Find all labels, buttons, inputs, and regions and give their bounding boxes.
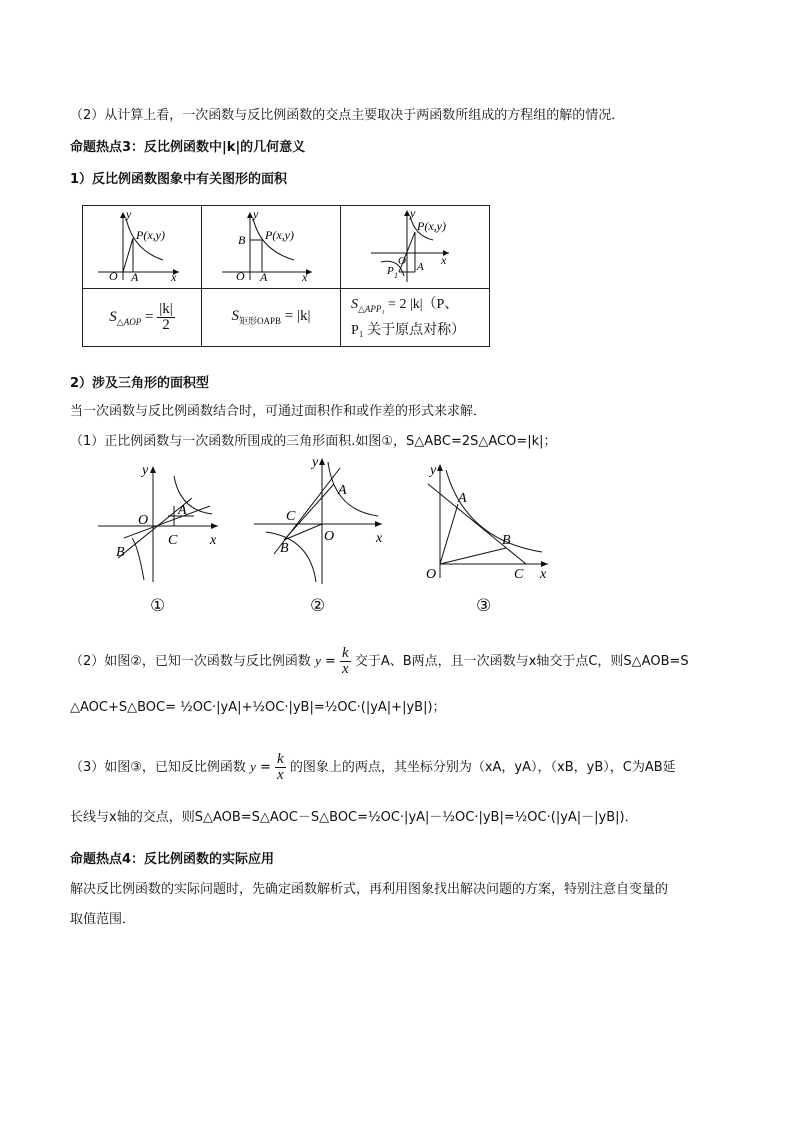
figure-1: [98, 462, 224, 592]
subheading-triangle-area: 2）涉及三角形的面积型: [70, 376, 210, 391]
paragraph-case-2: （2）如图②，已知一次函数与反比例函数 y = $\frac{k}{x}$ 交于A、B两点，且一次函数与x轴交于点C，则S△AOB=S: [70, 645, 689, 677]
svg-text:C: C: [514, 567, 524, 582]
svg-text:B: B: [238, 233, 246, 247]
svg-text:A: A: [458, 491, 467, 506]
area-table: [82, 205, 490, 347]
svg-text:P(x,y): P(x,y): [417, 219, 446, 233]
svg-text:y: y: [410, 206, 416, 220]
table-formula-rectangle: $S_{矩形OAPB} = |k|$: [202, 289, 341, 347]
svg-text:P: P: [387, 265, 394, 277]
figure-1-label: ①: [150, 596, 166, 616]
svg-text:B: B: [502, 533, 511, 548]
figure-2-label: ②: [310, 596, 326, 616]
svg-text:1: 1: [394, 271, 398, 280]
table-graph-rectangle: [202, 206, 341, 289]
svg-text:A: A: [338, 483, 347, 498]
heading-hotspot-4: 命题热点4：反比例函数的实际应用: [70, 852, 275, 867]
svg-text:y: y: [253, 207, 259, 221]
paragraph-case-3: （3）如图③，已知反比例函数 y = $\frac{k}{x}$ 的图象上的两点，其坐标分别为（xA，yA），（xB，yB），C为AB延: [70, 751, 676, 783]
svg-text:y: y: [312, 455, 319, 470]
paragraph-application: 解决反比例函数的实际问题时，先确定函数解析式，再利用图象找出解决问题的方案，特别注意自变量的: [70, 882, 669, 897]
svg-text:A: A: [260, 270, 268, 284]
svg-text:y: y: [142, 463, 149, 478]
subheading-areas: 1）反比例函数图象中有关图形的面积: [70, 172, 288, 187]
svg-text:C: C: [286, 509, 296, 524]
figure-3: [422, 460, 552, 588]
table-graph-symmetric: [341, 206, 490, 289]
svg-text:O: O: [324, 529, 335, 544]
svg-text:A: A: [178, 503, 187, 518]
svg-text:O: O: [426, 567, 437, 582]
svg-text:x: x: [376, 531, 383, 546]
svg-text:C: C: [168, 533, 178, 548]
heading-hotspot-3: 命题热点3：反比例函数中|k|的几何意义: [70, 140, 306, 155]
figure-2: [254, 454, 388, 592]
paragraph-case-3-formula: 长线与x轴的交点，则S△AOB=S△AOC－S△BOC=½OC·|yA|－½OC·|yB|=½OC·(|yA|－|yB|)．: [70, 810, 638, 825]
paragraph-method: 当一次函数与反比例函数结合时，可通过面积作和或作差的形式来求解．: [70, 404, 487, 419]
table-formula-symmetric: $S_{\triangle APP_1} = 2$ |k|（P、 P₁ 关于原点对称）: [341, 289, 490, 347]
svg-text:O: O: [236, 269, 245, 283]
svg-text:O: O: [398, 255, 406, 267]
svg-text:x: x: [540, 567, 547, 582]
paragraph-conclusion: （2）从计算上看，一次函数与反比例函数的交点主要取决于两函数所组成的方程组的解的情况．: [70, 108, 625, 123]
svg-text:B: B: [280, 541, 289, 556]
svg-text:O: O: [109, 269, 118, 283]
svg-text:x: x: [441, 253, 447, 267]
svg-text:B: B: [116, 545, 125, 560]
point-p-label: P(x,y): [136, 228, 165, 242]
figure-3-label: ③: [476, 596, 492, 616]
svg-text:A: A: [131, 270, 139, 284]
svg-text:A: A: [417, 261, 424, 273]
svg-text:x: x: [210, 533, 217, 548]
svg-text:O: O: [138, 513, 149, 528]
paragraph-case-1: （1）正比例函数与一次函数所围成的三角形面积.如图①，S△ABC=2S△ACO=|k|；: [70, 434, 557, 449]
svg-text:y: y: [126, 207, 132, 221]
svg-text:x: x: [171, 270, 177, 284]
table-graph-triangle: [83, 206, 202, 289]
svg-text:P(x,y): P(x,y): [265, 228, 294, 242]
table-formula-triangle: $S_{\triangle AOP}$ = $\frac{|k|}{2}$: [83, 289, 202, 347]
paragraph-case-2-formula: △AOC+S△BOC= ½OC·|yA|+½OC·|yB|=½OC·(|yA|+|yB|)；: [70, 700, 446, 715]
svg-text:x: x: [302, 270, 308, 284]
svg-text:y: y: [430, 463, 437, 478]
paragraph-application-cont: 取值范围．: [70, 912, 136, 927]
